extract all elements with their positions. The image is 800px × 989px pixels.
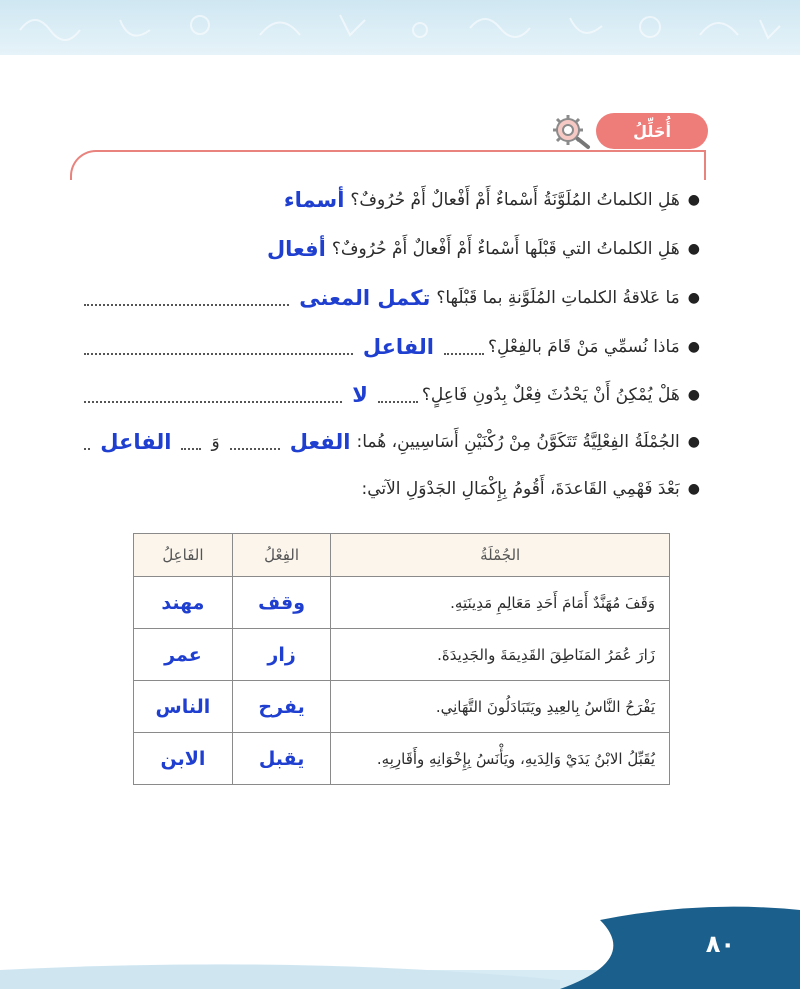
sentence-cell: وَقَفَ مُهَنَّدٌ أَمَامَ أَحَدِ مَعَالِمِ مَدِينَتِهِ. [331,577,670,629]
subject-cell: عمر [134,629,233,681]
table-row [134,629,670,681]
question-4 [80,330,700,364]
sentence-cell: يُقَبِّلُ الابْنُ يَدَيْ وَالِدَيهِ، ويَأْنَسُ بِإِخْوَانِهِ وأَقَارِبِهِ. [331,733,670,785]
connector-text: وَ [211,432,220,452]
bullet-icon: ● [687,434,700,450]
bullet-icon: ● [687,387,700,403]
answer-line [378,401,418,403]
bullet-icon: ● [687,241,700,257]
answer-line [444,353,484,355]
question-text: هَلِ الكلماتُ المُلَوَّنَةُ أَسْماءٌ أَمْ أَفْعالٌ أَمْ حُرُوفٌ؟ [350,190,680,210]
table-row [134,733,670,785]
magnifier-gear-icon [550,112,592,150]
verb-cell: يقبل [232,733,330,785]
bullet-icon: ● [687,481,700,497]
header-verb: الفِعْلُ [232,534,330,577]
answer-line [84,401,342,403]
question-5 [80,378,700,412]
analysis-table [133,533,670,785]
question-text: هَلْ يُمْكِنُ أَنْ يَحْدُثَ فِعْلٌ بِدُونِ فَاعِلٍ؟ [421,385,680,405]
bullet-icon: ● [687,192,700,208]
answer-text: الفاعل [362,335,435,359]
answer-line [84,304,289,306]
bullet-icon: ● [687,339,700,355]
question-text: بَعْدَ فَهْمِي القَاعدَةَ، أَقُومُ بِإِكْمَالِ الجَدْوَلِ الآتي: [361,479,680,499]
question-2 [80,232,700,266]
answer-text: تكمل المعنى [299,286,431,310]
page-number: ٨٠ [705,930,735,958]
answer-text-1: الفعل [289,430,351,454]
question-1 [80,183,700,217]
table-row [134,681,670,733]
answer-text-2: الفاعل [100,430,172,454]
bullet-icon: ● [687,290,700,306]
subject-cell: الابن [134,733,233,785]
answer-text: أسماء [283,188,345,212]
question-text: مَاذا نُسمِّي مَنْ قَامَ بالفِعْلِ؟ [488,337,680,357]
table-header-row [134,534,670,577]
question-text: هَلِ الكلماتُ التي قَبْلَها أَسْماءٌ أَمْ أَفْعالٌ أَمْ حُرُوفٌ؟ [331,239,680,259]
header-subject: الفَاعِلُ [134,534,233,577]
question-6 [80,425,700,459]
sentence-cell: يَفْرَحُ النَّاسُ بِالعِيدِ ويَتَبَادَلُونَ التَّهَانِي. [331,681,670,733]
answer-line [84,353,353,355]
question-text: الجُمْلَةُ الفِعْلِيَّةُ تَتَكَوَّنُ مِنْ رُكْنَيْنِ أَسَاسِيينِ، هُما: [356,432,680,452]
answer-line [181,448,201,450]
verb-cell: يفرح [232,681,330,733]
verb-cell: وقف [232,577,330,629]
subject-cell: الناس [134,681,233,733]
answer-line [230,448,280,450]
verb-cell: زار [232,629,330,681]
answer-text: لا [352,383,368,407]
top-decorative-band [0,0,800,55]
section-frame [70,150,706,180]
sentence-cell: زَارَ عُمَرُ المَنَاطِقَ القَدِيمَةَ والجَدِيدَةَ. [331,629,670,681]
question-3 [80,281,700,315]
question-7 [80,472,700,506]
table-row [134,577,670,629]
decorative-pattern [0,0,800,55]
subject-cell: مهند [134,577,233,629]
question-text: مَا عَلاقةُ الكلماتِ المُلَوَّنةِ بما قَبْلَها؟ [436,288,680,308]
answer-text: أفعال [266,237,326,261]
header-sentence: الجُمْلَةُ [331,534,670,577]
bottom-decorative-band [0,900,800,989]
section-badge: أُحَلِّلُ [596,113,708,149]
answer-line [84,448,90,450]
